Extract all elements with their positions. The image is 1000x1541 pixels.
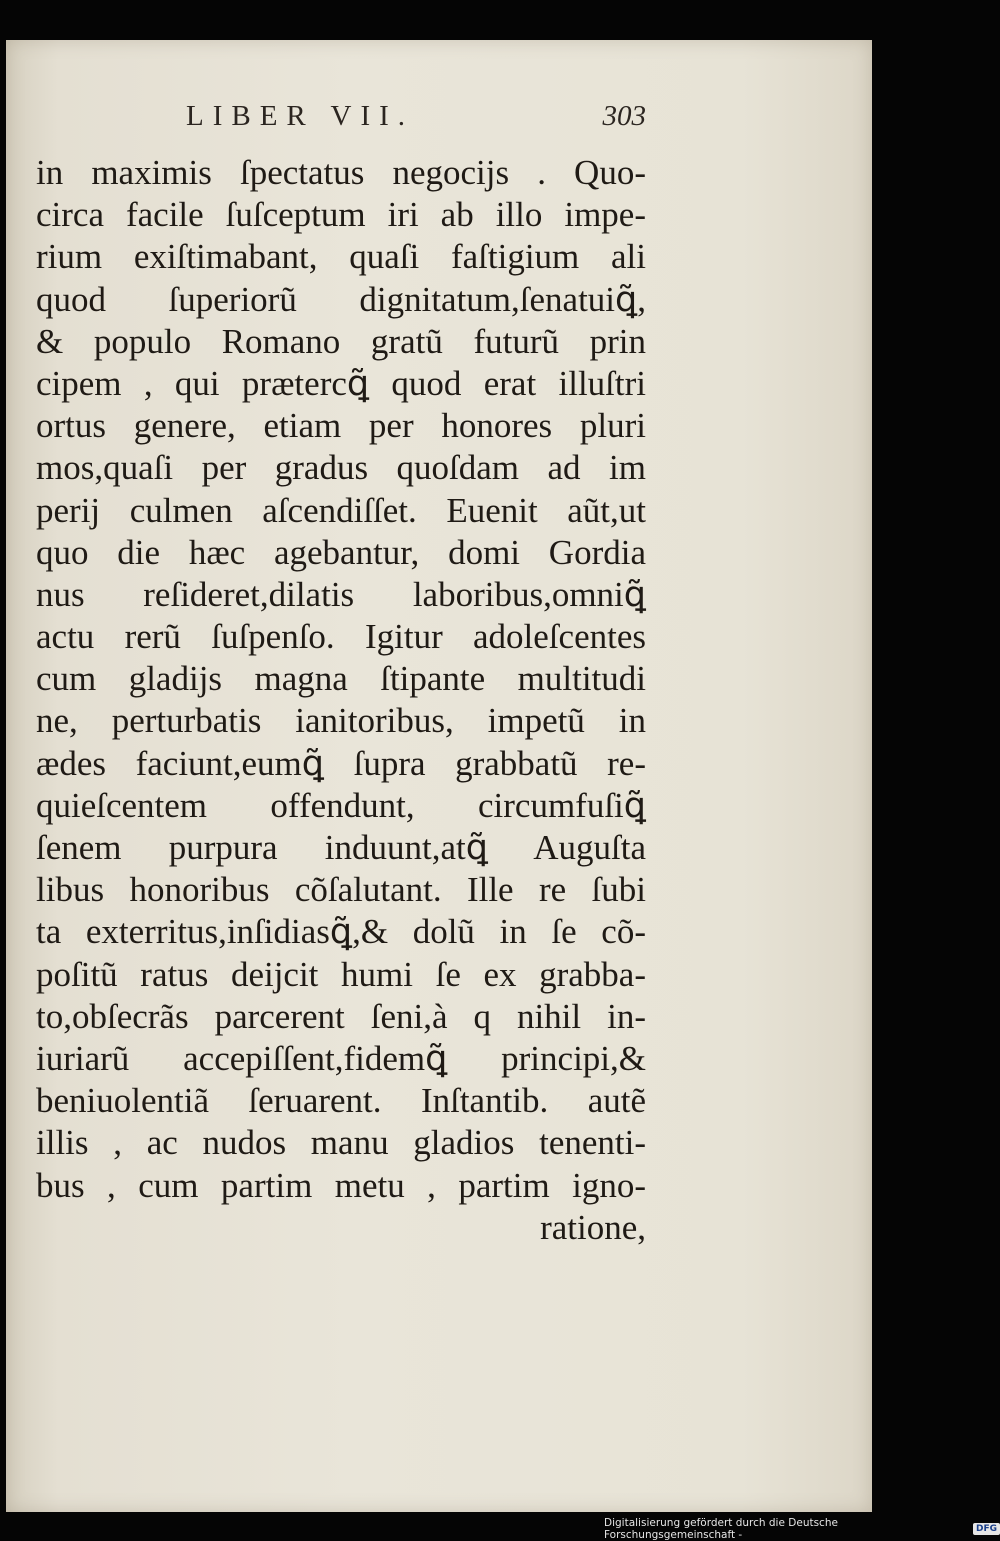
text-line: ſenem purpura induunt,atꝗ̃ Auguſta	[36, 828, 646, 867]
text-line: circa facile ſuſceptum iri ab illo impe-	[36, 195, 646, 235]
text-block	[36, 152, 646, 1249]
text-line: in maximis ſpectatus negocijs . Quo-	[36, 153, 646, 192]
page-header	[186, 100, 646, 140]
text-line: ne, perturbatis ianitoribus, impetũ in	[36, 701, 646, 741]
text-line: quod ſuperiorũ dignitatum,ſenatuiꝗ̃,	[36, 279, 646, 319]
text-line: iuriarũ accepiſſent,fidemꝗ̃ principi,&	[36, 1038, 646, 1078]
text-line: poſitũ ratus deijcit humi ſe ex grabba-	[36, 954, 646, 994]
book-page	[6, 40, 872, 1512]
text-line: cum gladijs magna ſtipante multitudi	[36, 659, 646, 699]
page-number: 303	[602, 100, 646, 132]
credit-text: Digitalisierung gefördert durch die Deutsche Forschungsgemeinschaft -	[604, 1517, 838, 1541]
text-line: actu rerũ ſuſpenſo. Igitur adoleſcentes	[36, 617, 646, 657]
text-line: mos,quaſi per gradus quoſdam ad im	[36, 448, 646, 488]
text-line: quo die hæc agebantur, domi Gordia	[36, 532, 646, 572]
text-line: ædes faciunt,eumꝗ̃ ſupra grabbatũ re-	[36, 743, 646, 783]
catchword-line: ratione,	[540, 1207, 646, 1247]
text-line: libus honoribus cõſalutant. Ille re ſubi	[36, 870, 646, 910]
digitization-credit	[604, 1517, 1000, 1541]
dfg-logo: DFG	[973, 1523, 1000, 1535]
text-line: cipem , qui prætercꝗ̃ quod erat illuſtri	[36, 363, 646, 403]
running-title: LIBER VII.	[186, 100, 415, 132]
text-line: ortus genere, etiam per honores pluri	[36, 406, 646, 446]
text-line: & populo Romano gratũ futurũ prin	[36, 321, 646, 361]
text-line: bus , cum partim metu , partim igno-	[36, 1165, 646, 1205]
text-line: quieſcentem offendunt, circumfuſiꝗ̃	[36, 785, 646, 825]
text-line: illis , ac nudos manu gladios tenenti-	[36, 1123, 646, 1163]
text-line: perij culmen aſcendiſſet. Euenit aũt,ut	[36, 490, 646, 530]
text-line: nus reſideret,dilatis laboribus,omniꝗ̃	[36, 574, 646, 614]
text-line: beniuolentiã ſeruarent. Inſtantib. autẽ	[36, 1081, 646, 1121]
text-line: rium exiſtimabant, quaſi faſtigium ali	[36, 237, 646, 277]
text-line: ta exterritus,inſidiasꝗ̃,& dolũ in ſe cõ-	[36, 912, 646, 952]
text-line: to,obſecrãs parcerent ſeni,à q nihil in-	[36, 996, 646, 1036]
